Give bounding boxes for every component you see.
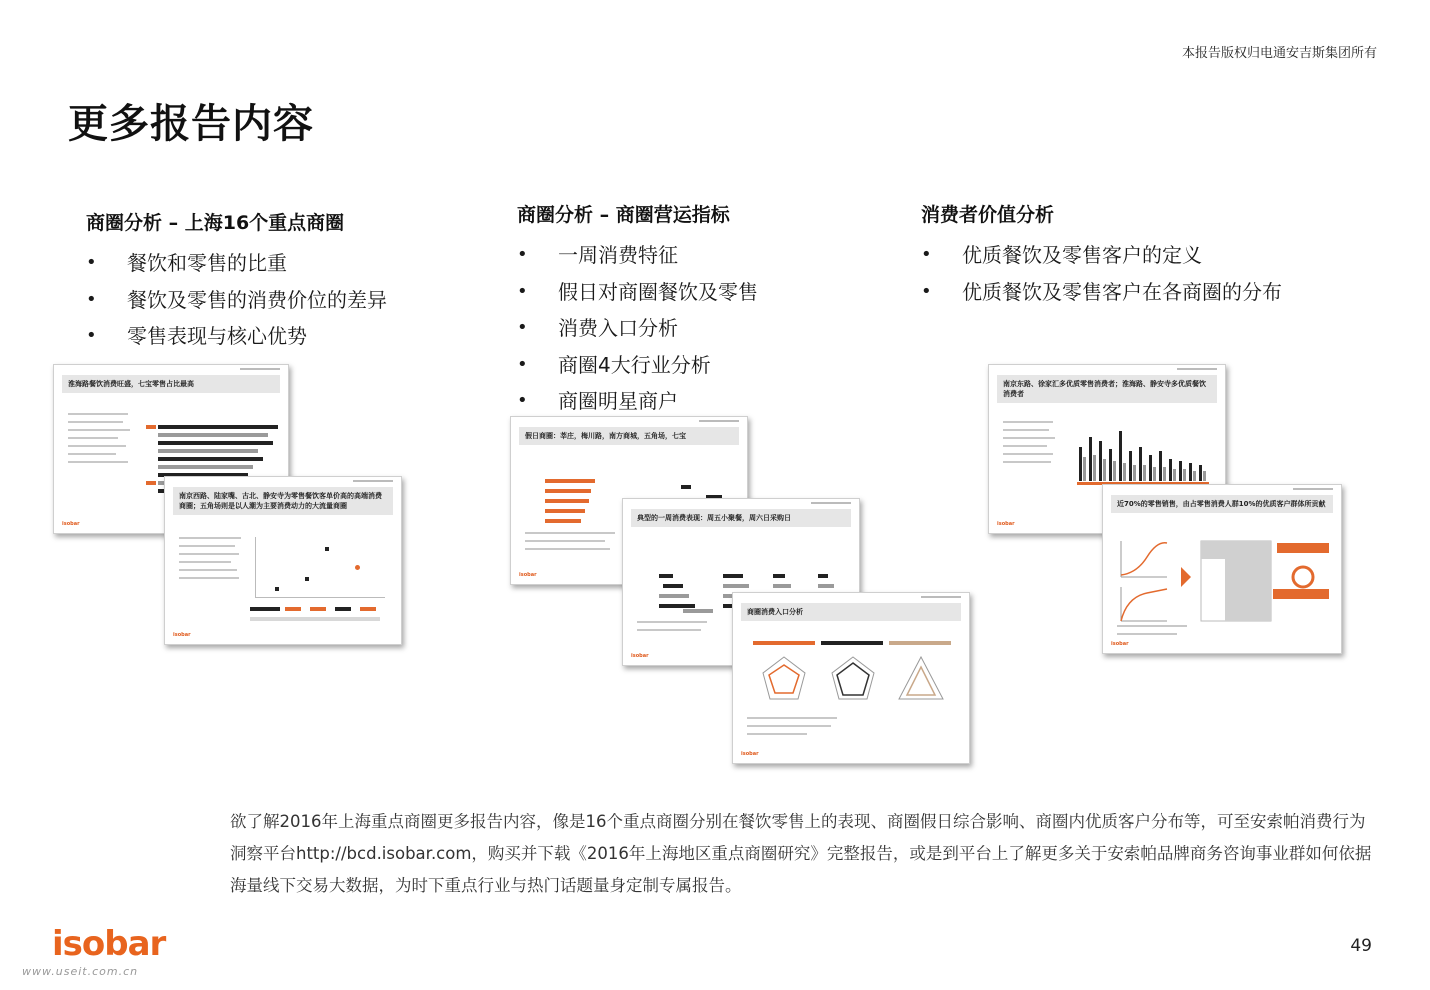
slide-logo: isobar bbox=[997, 521, 1015, 527]
slide-logo: isobar bbox=[519, 572, 537, 578]
section-title: 消费者价值分析 bbox=[921, 204, 1055, 226]
slide-thumbnail bbox=[1102, 484, 1342, 654]
slide-title: 商圈消费入口分析 bbox=[747, 608, 803, 616]
slide-logo: isobar bbox=[62, 521, 80, 527]
slide-thumbnail bbox=[732, 592, 970, 764]
slide-title: 南京东路、徐家汇多优质零售消费者；淮海路、静安寺多优质餐饮消费者 bbox=[1003, 380, 1206, 398]
section-operating-metrics bbox=[517, 200, 758, 420]
watermark: www.useit.com.cn bbox=[22, 965, 139, 978]
list-item: • 餐饮和零售的比重 bbox=[86, 245, 387, 282]
copyright-notice: 本报告版权归电通安吉斯集团所有 bbox=[1181, 46, 1377, 61]
report-description: 欲了解2016年上海重点商圈更多报告内容，像是16个重点商圈分别在餐饮零售上的表现、商圈假日综合影响、商圈内优质客户分布等，可至安索帕消费行为洞察平台http://bcd.isobar.com，购买并下载《2016年上海地区重点商圈研究》完整报告，或是到平台上了解更多关于安索帕品牌商务咨询事业群如何依据海量线下交易大数据，为时下重点行业与热门话题量身定制专属报告。 bbox=[230, 812, 1372, 895]
bullet-list bbox=[517, 237, 758, 420]
isobar-logo: isobar bbox=[52, 924, 166, 964]
slide-logo: isobar bbox=[173, 632, 191, 638]
list-item: • 商圈4大行业分析 bbox=[517, 347, 758, 384]
bullet-list bbox=[921, 237, 1282, 310]
page-title: 更多报告内容 bbox=[68, 101, 314, 147]
radar-charts bbox=[753, 651, 953, 711]
area-chart-thumbnail bbox=[1117, 537, 1337, 637]
list-item: • 商圈明星商户 bbox=[517, 383, 758, 420]
slide-logo: isobar bbox=[631, 653, 649, 659]
list-item: • 消费入口分析 bbox=[517, 310, 758, 347]
section-consumer-value bbox=[921, 200, 1282, 310]
slide-title: 南京西路、陆家嘴、古北、静安寺为零售餐饮客单价高的高端消费商圈；五角场则是以人潮为主要消费动力的大流量商圈 bbox=[179, 492, 382, 510]
slide-title: 淮海路餐饮消费旺盛，七宝零售占比最高 bbox=[68, 380, 194, 388]
list-item: • 一周消费特征 bbox=[517, 237, 758, 274]
section-district-analysis bbox=[86, 208, 387, 355]
section-title: 商圈分析 – 商圈营运指标 bbox=[517, 204, 730, 226]
list-item: • 零售表现与核心优势 bbox=[86, 318, 387, 355]
slide-title: 典型的一周消费表现：周五小聚餐，周六日采购日 bbox=[637, 514, 791, 522]
slide-logo: isobar bbox=[741, 751, 759, 757]
list-item: • 优质餐饮及零售客户在各商圈的分布 bbox=[921, 274, 1282, 311]
list-item: • 假日对商圈餐饮及零售 bbox=[517, 274, 758, 311]
page-number: 49 bbox=[1350, 936, 1372, 956]
section-title: 商圈分析 – 上海16个重点商圈 bbox=[86, 212, 345, 234]
slide-logo: isobar bbox=[1111, 641, 1129, 647]
slide-title: 近70%的零售销售，由占零售消费人群10%的优质客户群体所贡献 bbox=[1117, 500, 1326, 508]
bullet-list bbox=[86, 245, 387, 355]
bar-chart-thumbnail bbox=[1075, 421, 1215, 487]
slide-title: 假日商圈：莘庄，梅川路，南方商城，五角场，七宝 bbox=[525, 432, 686, 440]
slide-thumbnail bbox=[164, 476, 402, 645]
list-item: • 餐饮及零售的消费价位的差异 bbox=[86, 282, 387, 319]
list-item: • 优质餐饮及零售客户的定义 bbox=[921, 237, 1282, 274]
